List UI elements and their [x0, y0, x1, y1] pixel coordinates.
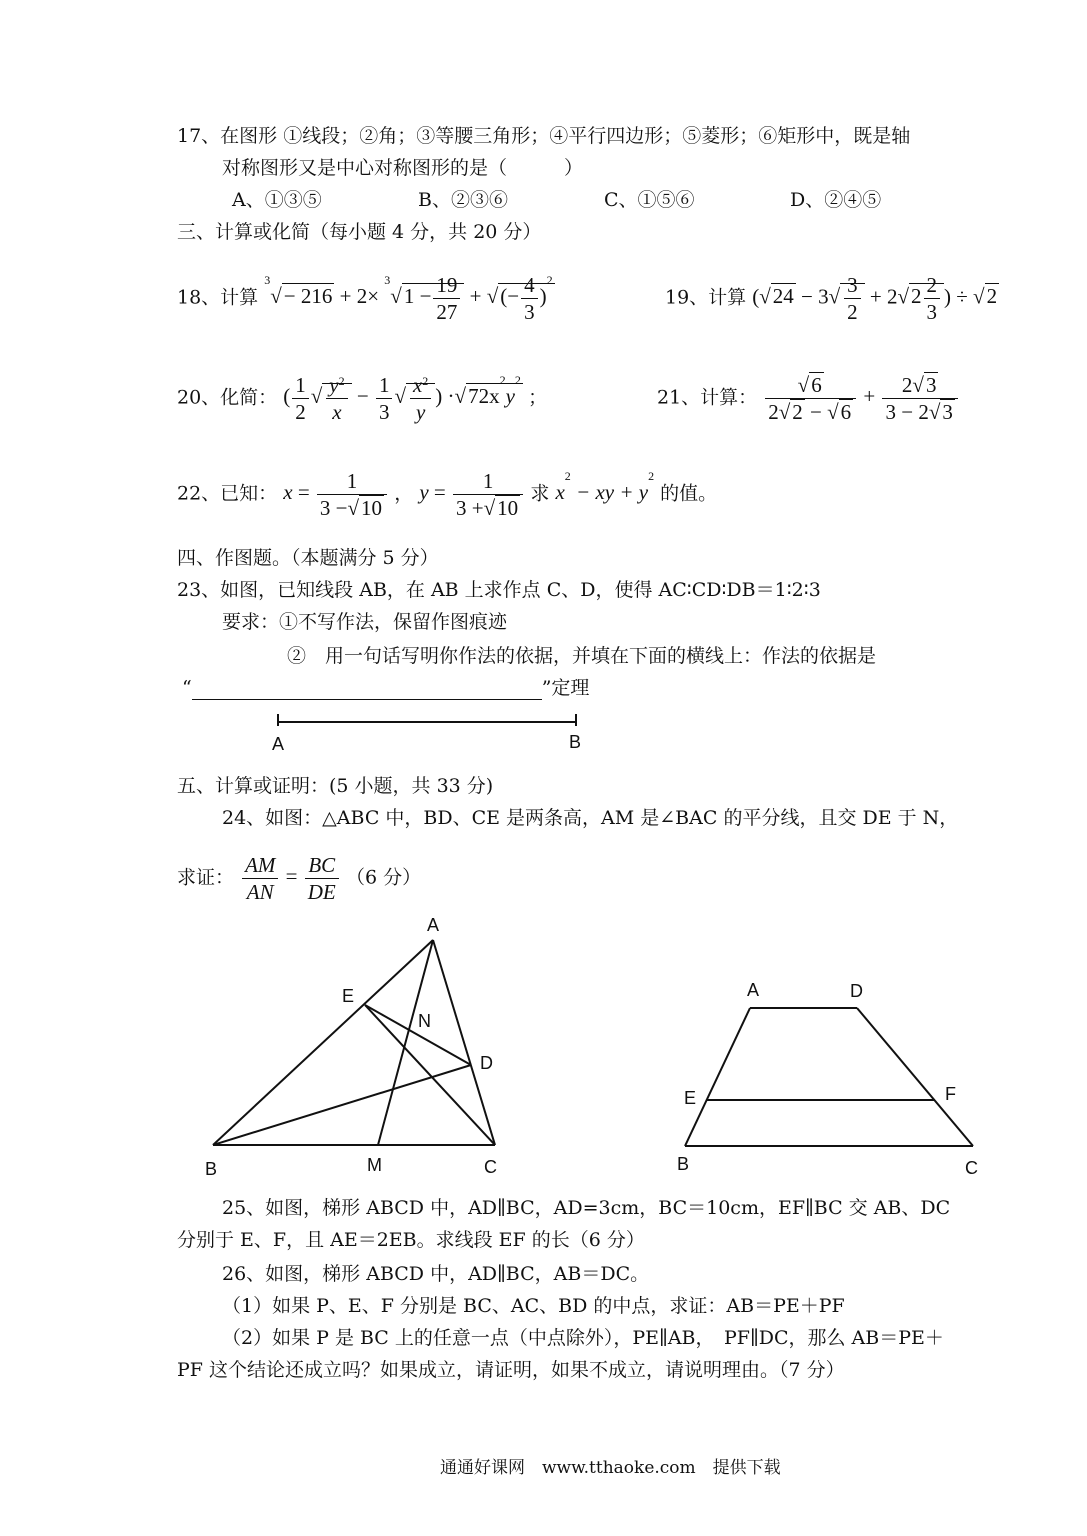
label-b: B [569, 732, 582, 752]
q17-line2: 对称图形又是中心对称图形的是（ ） [222, 157, 584, 179]
q26-line3: （2）如果 P 是 BC 上的任意一点（中点除外），PE∥AB， PF∥DC，那么 AB＝PE＋ [222, 1327, 944, 1349]
q23-answer-line: “ ”定理 [182, 677, 590, 699]
q17-option-d: D、②④⑤ [790, 189, 882, 211]
q26-line1: 26、如图，梯形 ABCD 中，AD∥BC，AB＝DC。 [222, 1263, 650, 1285]
trap-label-d: D [850, 981, 863, 1001]
tri-label-a: A [427, 915, 440, 935]
q24-line1: 24、如图：△ABC 中，BD、CE 是两条高，AM 是∠BAC 的平分线，且交 DE 于 N， [222, 807, 959, 829]
q19-expression: 19、计算 (√24 − 3√ $\frac{3}{2}$ + 2√2 $\frac{2}{3}$ ) ÷ √2 [665, 273, 998, 324]
tri-label-e: E [342, 986, 355, 1006]
q26-line2: （1）如果 P、E、F 分别是 BC、AC、BD 的中点，求证：AB＝PE＋PF [222, 1295, 845, 1317]
q17-option-b: B、②③⑥ [418, 189, 508, 211]
segment-ab-figure [260, 704, 600, 760]
q21-expression: 21、计算： $\frac{√6}{2√2 - √6}$ + $\frac{2√3}{3 - 2√3}$ [657, 372, 960, 425]
q23-line1: 23、如图，已知线段 AB，在 AB 上求作点 C、D，使得 AC∶CD∶DB＝1∶2∶3 [177, 579, 821, 601]
q24-prove: 求证： $\frac{AM}{AN}$ = $\frac{BC}{DE}$ （6 分） [177, 853, 422, 904]
q18-expression: 18、计算 $^3$√− 216 + 2× $^3$√1 − $\frac{19}{27}$ + √(− $\frac{4}{3}$ )$^2$ [177, 273, 553, 324]
side-ab [685, 1008, 750, 1146]
q20-expression: 20、化简： ( $\frac{1}{2}$ √ $\frac{y^2}{x}$ − $\frac{1}{3}$ √ $\frac{x^2}{y}$ ) $\cdot√72x^2y^2$ ； [177, 373, 548, 424]
side-dc [857, 1008, 973, 1146]
trap-label-b: B [677, 1154, 690, 1174]
trap-label-c: C [965, 1158, 978, 1178]
tri-label-d: D [480, 1053, 493, 1073]
answer-blank[interactable] [192, 681, 542, 700]
q23-line3: ② 用一句话写明你作法的依据，并填在下面的横线上：作法的依据是 [287, 645, 877, 667]
trapezoid-figure [665, 970, 995, 1185]
bisector-am [378, 940, 433, 1145]
q25-line1: 25、如图，梯形 ABCD 中，AD∥BC，AD=3cm，BC＝10cm，EF∥BC 交 AB、DC [222, 1197, 951, 1219]
trap-label-a: A [747, 980, 760, 1000]
section3-title: 三、计算或化简（每小题 4 分，共 20 分） [177, 221, 542, 243]
tri-label-n: N [418, 1011, 431, 1031]
section4-title: 四、作图题。（本题满分 5 分） [177, 547, 439, 569]
tri-label-b: B [205, 1159, 218, 1179]
q22-expression: 22、已知： x = $\frac{1}{3 -√10}$ ， y = $\frac{1}{3 +√10}$ 求 $x^2$ − xy + $y^2$ 的值。 [177, 469, 718, 520]
triangle-figure [190, 905, 530, 1185]
trap-label-e: E [684, 1088, 697, 1108]
side-ac [433, 940, 495, 1145]
q26-line4: PF 这个结论还成立吗？如果成立，请证明，如果不成立，请说明理由。（7 分） [177, 1359, 845, 1381]
q25-line2: 分别于 E、F，且 AE＝2EB。求线段 EF 的长（6 分） [177, 1229, 645, 1251]
label-a: A [272, 734, 285, 754]
footer-text: 通通好课网 www.tthaoke.com 提供下载 [440, 1458, 781, 1478]
q17-option-c: C、①⑤⑥ [604, 189, 695, 211]
q23-line2: 要求：①不写作法，保留作图痕迹 [222, 611, 508, 633]
tri-label-m: M [367, 1155, 382, 1175]
q17-option-a: A、①③⑤ [232, 189, 322, 211]
trap-label-f: F [945, 1084, 956, 1104]
section5-title: 五、计算或证明：(5 小题，共 33 分) [177, 775, 494, 797]
tri-label-c: C [484, 1157, 497, 1177]
q17-line1: 17、在图形 ①线段；②角；③等腰三角形；④平行四边形；⑤菱形；⑥矩形中，既是轴 [177, 125, 911, 147]
